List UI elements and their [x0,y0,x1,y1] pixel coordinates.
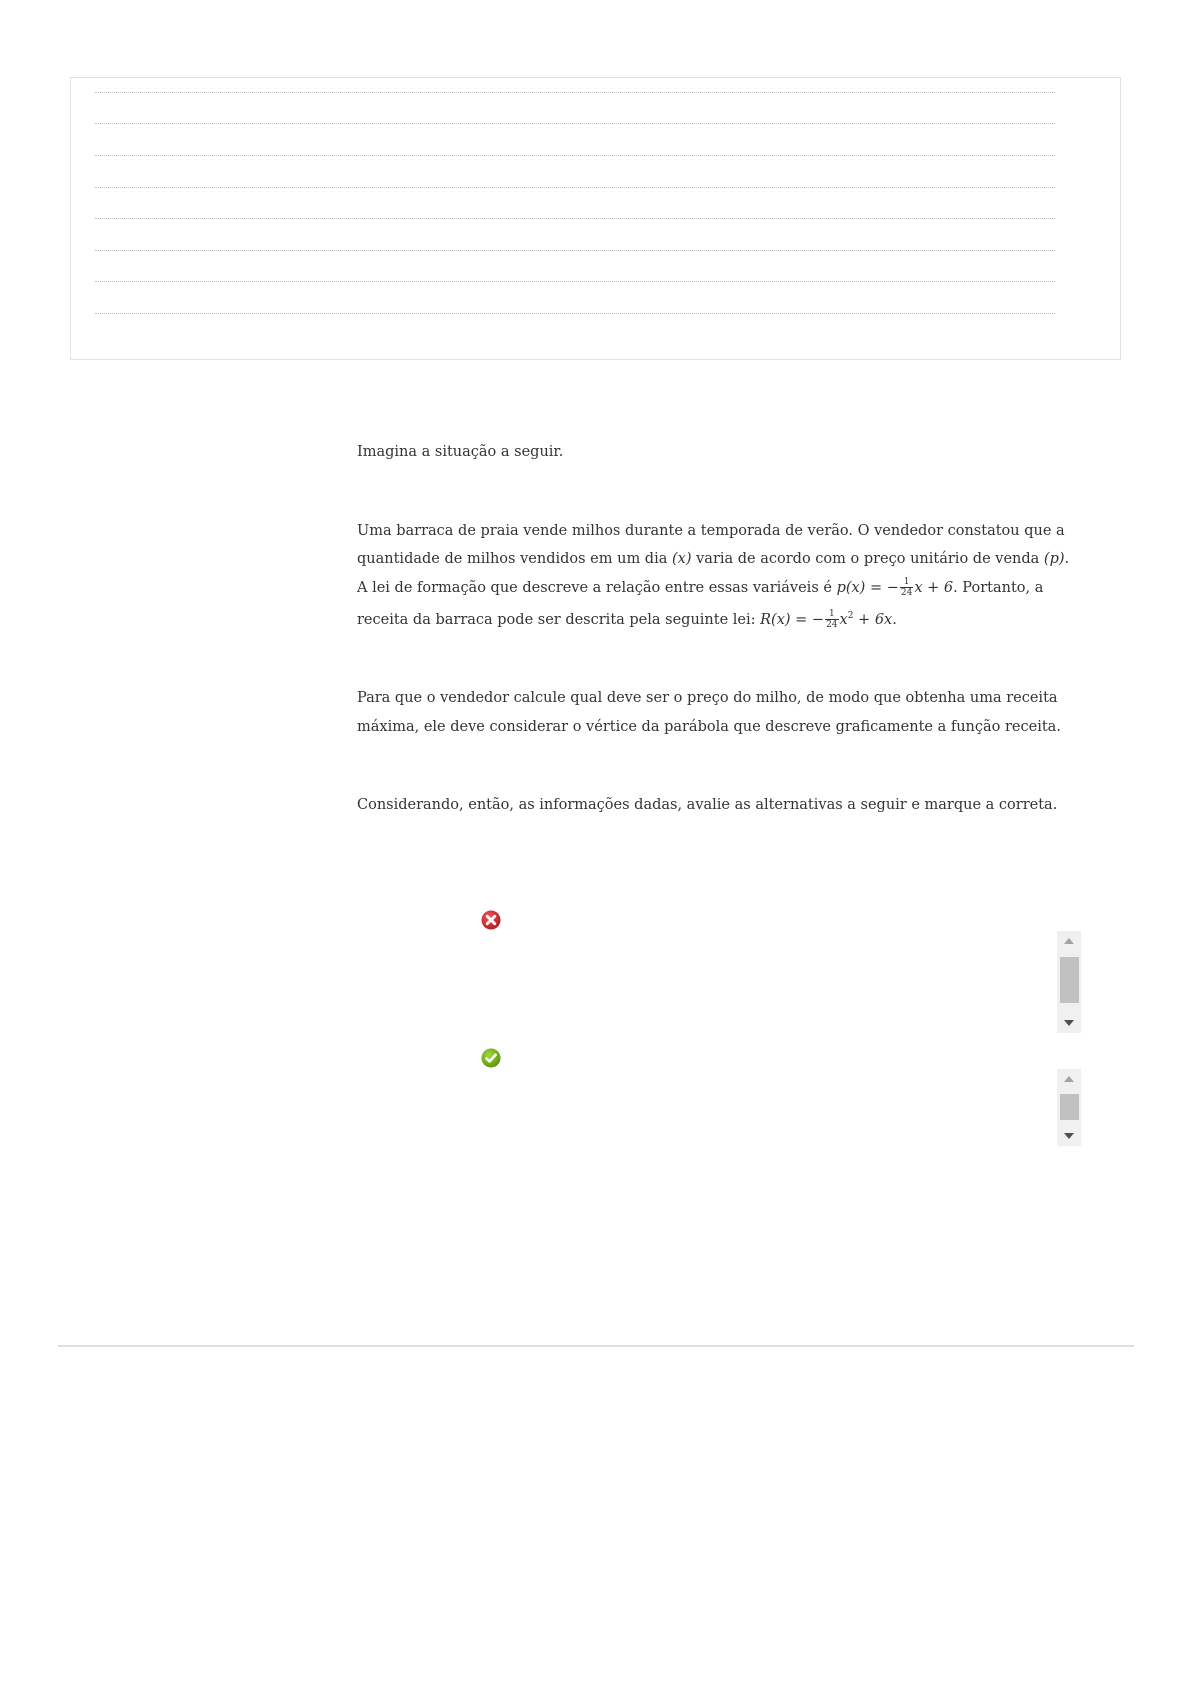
formula-price [836,577,954,598]
answer-line [95,313,1055,314]
fraction-denominator: 24 [826,620,838,631]
question-paragraph-1 [357,517,1070,635]
answer-scrollbar[interactable] [1057,931,1081,1033]
x-circle-icon [481,910,501,930]
answer-line [95,218,1055,219]
answer-line [95,92,1055,93]
formula-rhs: x + 6 [914,579,954,596]
answer-line [95,155,1055,156]
formula-rhs: + 6x [853,611,893,628]
answer-lines-panel [70,77,1121,360]
scroll-up-arrow-icon[interactable] [1057,931,1081,951]
formula-var: x [839,611,848,628]
text-segment: . A lei de formação que descreve a relação entre essas variáveis é [357,551,1070,596]
scroll-up-arrow-icon[interactable] [1057,1069,1081,1089]
question-paragraph-3: Considerando, então, as informações dadas, avalie as alternativas a seguir e marque a correta. [357,797,1058,814]
text-segment: . [892,611,897,628]
formula-lhs: R(x) = − [760,611,825,628]
formula-lhs: p(x) = − [836,579,899,596]
answer-scrollbar[interactable] [1057,1069,1081,1146]
text-segment: Uma barraca de praia vende milhos durante a temporada de verão. O vendedor constatou que a quantidade de milhos vendidos em um dia [357,522,1065,567]
answer-line [95,123,1055,124]
fraction [825,609,838,630]
text-segment: . Portanto, a receita da barraca pode ser descrita pela seguinte lei: [357,579,1044,628]
scroll-down-arrow-icon[interactable] [1057,1013,1081,1033]
fraction [900,577,913,598]
fraction-numerator: 1 [825,609,838,620]
formula-exponent: 2 [847,611,854,621]
question-intro: Imagina a situação a seguir. [357,444,564,460]
check-circle-icon [481,1048,501,1068]
text-segment: varia de acordo com o preço unitário de venda [691,551,1044,567]
fraction-numerator: 1 [900,577,913,588]
fraction-denominator: 24 [900,588,913,598]
scrollbar-thumb[interactable] [1060,1094,1079,1120]
answer-line [95,281,1055,282]
math-var-p: (p) [1043,551,1065,567]
question-statement [357,438,1070,820]
answer-line [95,187,1055,188]
formula-revenue [760,609,893,631]
answer-line [95,250,1055,251]
section-divider [58,1345,1134,1347]
scrollbar-thumb[interactable] [1060,957,1079,1003]
question-paragraph-2: Para que o vendedor calcule qual deve ser o preço do milho, de modo que obtenha uma receita máxima, ele deve considerar o vértice da parábola que descreve graficamente a função receita. [357,690,1061,735]
math-var-x: (x) [672,551,692,567]
scroll-down-arrow-icon[interactable] [1057,1126,1081,1146]
